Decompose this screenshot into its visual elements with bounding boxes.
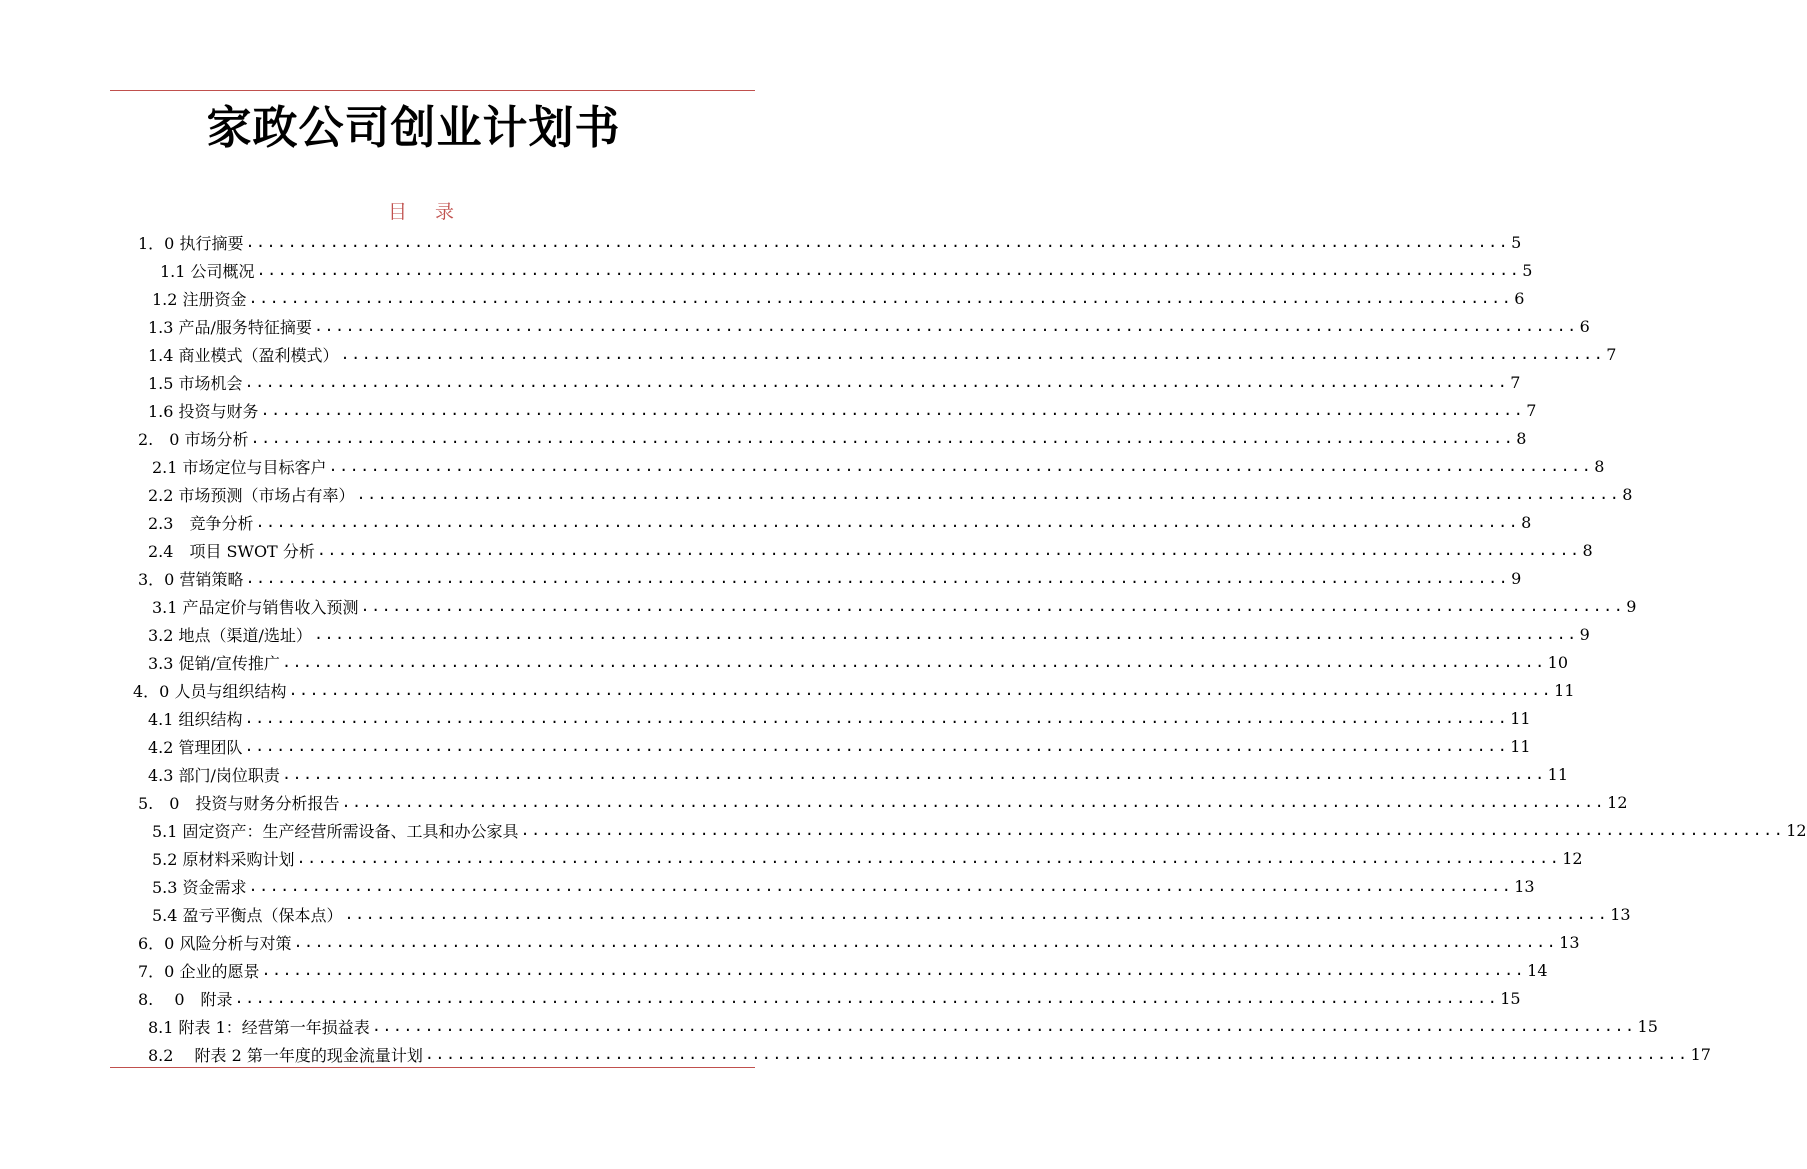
- footer-rule: [110, 1067, 755, 1068]
- toc-heading: 目录: [387, 201, 482, 223]
- toc-entry[interactable]: [133, 676, 1575, 704]
- toc-entry[interactable]: [152, 872, 1535, 900]
- toc-entry[interactable]: [152, 844, 1583, 872]
- toc-entry-title: 6．0 风险分析与对策: [138, 933, 292, 953]
- toc-page-number: 13: [1514, 876, 1535, 896]
- toc-dot-leader: ........................................................................................................................: [261, 961, 1526, 979]
- toc-entry-title: 1．0 执行摘要: [138, 233, 244, 253]
- toc-page-number: 8: [1582, 540, 1593, 560]
- toc-entry-title: 1.6 投资与财务: [148, 401, 259, 421]
- toc-entry[interactable]: [148, 536, 1593, 564]
- toc-page-number: 8: [1516, 428, 1527, 448]
- toc-page-number: 13: [1610, 904, 1631, 924]
- document-title: 家政公司创业计划书: [206, 101, 621, 154]
- toc-page-number: 14: [1527, 960, 1548, 980]
- toc-dot-leader: ........................................................................................................................: [260, 401, 1525, 419]
- toc-entry[interactable]: [148, 732, 1531, 760]
- toc-dot-leader: ........................................................................................................................: [328, 457, 1593, 475]
- toc-dot-leader: ........................................................................................................................: [248, 289, 1513, 307]
- toc-entry-title: 2.1 市场定位与目标客户: [152, 457, 327, 477]
- toc-page-number: 10: [1547, 652, 1568, 672]
- toc-page-number: 13: [1559, 932, 1580, 952]
- toc-dot-leader: ........................................................................................................................: [234, 989, 1499, 1007]
- toc-dot-leader: ........................................................................................................................: [520, 821, 1785, 839]
- toc-page-number: 11: [1510, 736, 1531, 756]
- toc-page-number: 12: [1786, 820, 1807, 840]
- toc-entry-title: 1.1 公司概况: [160, 261, 255, 281]
- toc-dot-leader: ........................................................................................................................: [316, 541, 1581, 559]
- toc-entry[interactable]: [148, 648, 1568, 676]
- toc-page-number: 9: [1579, 624, 1590, 644]
- toc-dot-leader: ........................................................................................................................: [296, 849, 1561, 867]
- toc-dot-leader: ........................................................................................................................: [340, 345, 1605, 363]
- toc-dot-leader: ........................................................................................................................: [281, 653, 1546, 671]
- toc-entry[interactable]: [148, 340, 1617, 368]
- toc-entry[interactable]: [148, 1040, 1711, 1068]
- toc-entry[interactable]: [148, 508, 1532, 536]
- toc-entry-title: 3.3 促销/宣传推广: [148, 653, 280, 673]
- toc-entry[interactable]: [148, 396, 1537, 424]
- toc-dot-leader: ........................................................................................................................: [244, 373, 1509, 391]
- toc-entry-title: 5.2 原材料采购计划: [152, 849, 295, 869]
- toc-dot-leader: ........................................................................................................................: [244, 709, 1509, 727]
- toc-entry-title: 1.2 注册资金: [152, 289, 247, 309]
- toc-entry-title: 2.2 市场预测（市场占有率）: [148, 485, 355, 505]
- toc-entry-title: 5. 0 投资与财务分析报告: [138, 793, 340, 813]
- toc-page-number: 11: [1547, 764, 1568, 784]
- toc-dot-leader: ........................................................................................................................: [250, 429, 1515, 447]
- toc-dot-leader: ........................................................................................................................: [293, 933, 1558, 951]
- toc-dot-leader: ........................................................................................................................: [245, 569, 1510, 587]
- toc-entry[interactable]: [148, 760, 1568, 788]
- toc-entry-title: 4．0 人员与组织结构: [133, 681, 287, 701]
- toc-entry-title: 1.5 市场机会: [148, 373, 243, 393]
- toc-page-number: 12: [1562, 848, 1583, 868]
- toc-entry-title: 3.2 地点（渠道/选址）: [148, 625, 312, 645]
- toc-page-number: 8: [1594, 456, 1605, 476]
- toc-entry[interactable]: [138, 956, 1548, 984]
- toc-dot-leader: ........................................................................................................................: [356, 485, 1621, 503]
- toc-entry[interactable]: [138, 984, 1521, 1012]
- toc-page-number: 7: [1526, 400, 1537, 420]
- header-rule: [110, 90, 755, 91]
- toc-entry-title: 8. 0 附录: [138, 989, 233, 1009]
- toc-entry[interactable]: [138, 228, 1522, 256]
- toc-entry-title: 3．0 营销策略: [138, 569, 244, 589]
- toc-dot-leader: ........................................................................................................................: [245, 233, 1510, 251]
- toc-page-number: 15: [1500, 988, 1521, 1008]
- toc-entry[interactable]: [152, 592, 1637, 620]
- toc-dot-leader: ........................................................................................................................: [313, 625, 1578, 643]
- toc-entry-title: 8.2 附表 2 第一年度的现金流量计划: [148, 1045, 423, 1065]
- toc-dot-leader: ........................................................................................................................: [244, 737, 1509, 755]
- toc-entry-title: 8.1 附表 1：经营第一年损益表: [148, 1017, 370, 1037]
- toc-page-number: 5: [1511, 232, 1522, 252]
- toc-entry-title: 5.4 盈亏平衡点（保本点）: [152, 905, 343, 925]
- toc-entry-title: 4.3 部门/岗位职责: [148, 765, 280, 785]
- toc-entry[interactable]: [138, 424, 1527, 452]
- toc-entry[interactable]: [138, 788, 1628, 816]
- toc-entry[interactable]: [148, 368, 1521, 396]
- toc-page-number: 17: [1690, 1044, 1711, 1064]
- toc-page-number: 12: [1607, 792, 1628, 812]
- toc-entry[interactable]: [152, 284, 1525, 312]
- toc-page-number: 15: [1637, 1016, 1658, 1036]
- toc-entry[interactable]: [152, 816, 1807, 844]
- toc-entry-title: 5.3 资金需求: [152, 877, 247, 897]
- toc-entry-title: 2.4 项目 SWOT 分析: [148, 541, 315, 561]
- toc-page-number: 11: [1554, 680, 1575, 700]
- toc-page-number: 7: [1510, 372, 1521, 392]
- toc-dot-leader: ........................................................................................................................: [255, 513, 1520, 531]
- toc-dot-leader: ........................................................................................................................: [341, 793, 1606, 811]
- toc-entry[interactable]: [138, 928, 1580, 956]
- toc-dot-leader: ........................................................................................................................: [281, 765, 1546, 783]
- toc-entry-title: 7．0 企业的愿景: [138, 961, 260, 981]
- toc-dot-leader: ........................................................................................................................: [344, 905, 1609, 923]
- toc-page-number: 6: [1579, 316, 1590, 336]
- toc-dot-leader: ........................................................................................................................: [371, 1017, 1636, 1035]
- toc-entry-title: 4.2 管理团队: [148, 737, 243, 757]
- toc-page-number: 9: [1626, 596, 1637, 616]
- toc-page-number: 8: [1622, 484, 1633, 504]
- toc-entry-title: 3.1 产品定价与销售收入预测: [152, 597, 359, 617]
- toc-dot-leader: ........................................................................................................................: [256, 261, 1521, 279]
- toc-entry-title: 1.4 商业模式（盈利模式）: [148, 345, 339, 365]
- toc-entry[interactable]: [148, 1012, 1658, 1040]
- toc-entry[interactable]: [148, 480, 1633, 508]
- toc-dot-leader: ........................................................................................................................: [248, 877, 1513, 895]
- toc-entry[interactable]: [138, 564, 1522, 592]
- toc-entry-title: 1.3 产品/服务特征摘要: [148, 317, 312, 337]
- toc-entry-title: 2.3 竞争分析: [148, 513, 254, 533]
- toc-entry-title: 5.1 固定资产：生产经营所需设备、工具和办公家具: [152, 821, 519, 841]
- toc-entry[interactable]: [148, 704, 1531, 732]
- toc-entry[interactable]: [152, 900, 1631, 928]
- toc-page-number: 8: [1521, 512, 1532, 532]
- toc-page-number: 5: [1522, 260, 1533, 280]
- toc-page-number: 7: [1606, 344, 1617, 364]
- toc-entry[interactable]: [148, 312, 1590, 340]
- toc-dot-leader: ........................................................................................................................: [360, 597, 1625, 615]
- toc-entry-title: 4.1 组织结构: [148, 709, 243, 729]
- toc-page-number: 6: [1514, 288, 1525, 308]
- toc-entry[interactable]: [160, 256, 1533, 284]
- toc-entry[interactable]: [148, 620, 1590, 648]
- toc-dot-leader: ........................................................................................................................: [424, 1045, 1689, 1063]
- toc-dot-leader: ........................................................................................................................: [288, 681, 1553, 699]
- toc-dot-leader: ........................................................................................................................: [313, 317, 1578, 335]
- toc-page-number: 9: [1511, 568, 1522, 588]
- toc-entry-title: 2. 0 市场分析: [138, 429, 249, 449]
- toc-page-number: 11: [1510, 708, 1531, 728]
- toc-entry[interactable]: [152, 452, 1605, 480]
